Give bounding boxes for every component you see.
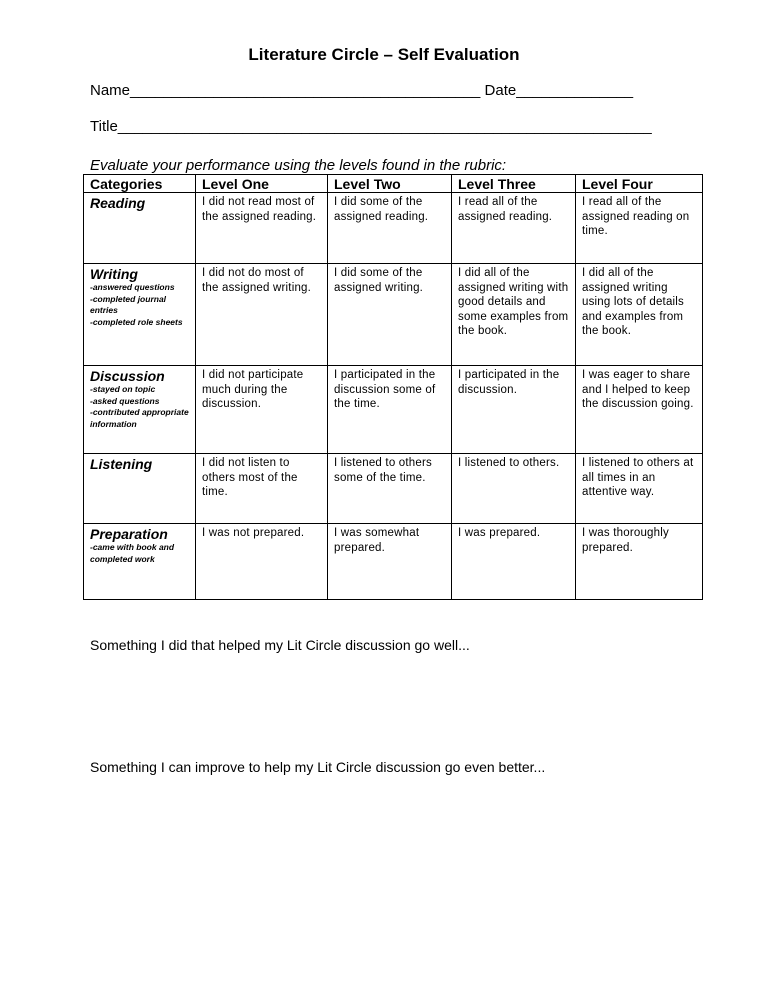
title-line: Title________________________________________________________________	[90, 118, 652, 135]
category-name: Discussion	[90, 368, 165, 384]
level-cell: I was not prepared.	[196, 524, 328, 600]
category-subitem: -came with book and completed work	[90, 542, 175, 564]
category-name: Reading	[90, 195, 146, 211]
category-subitem: -completed journal entries	[90, 293, 167, 315]
category-name: Listening	[90, 456, 153, 472]
header-level-one: Level One	[196, 175, 328, 193]
level-cell: I listened to others at all times in an attentive way.	[576, 454, 703, 524]
category-name: Preparation	[90, 526, 168, 542]
level-cell: I did not participate much during the discussion.	[196, 366, 328, 454]
level-cell: I did some of the assigned reading.	[328, 193, 452, 264]
level-cell: I was prepared.	[452, 524, 576, 600]
header-level-two: Level Two	[328, 175, 452, 193]
table-row	[84, 264, 703, 366]
header-level-four: Level Four	[576, 175, 703, 193]
rubric-table	[83, 174, 703, 600]
category-subitem: -stayed on topic	[90, 384, 156, 394]
table-row	[84, 454, 703, 524]
header-categories: Categories	[84, 175, 196, 193]
prompt-improve: Something I can improve to help my Lit Circle discussion go even better...	[90, 759, 546, 775]
header-level-three: Level Three	[452, 175, 576, 193]
level-cell: I did some of the assigned writing.	[328, 264, 452, 366]
prompt-went-well: Something I did that helped my Lit Circle discussion go well...	[90, 637, 470, 653]
level-cell: I was eager to share and I helped to keep the discussion going.	[576, 366, 703, 454]
table-row	[84, 366, 703, 454]
level-cell: I did not read most of the assigned reading.	[196, 193, 328, 264]
level-cell: I participated in the discussion.	[452, 366, 576, 454]
category-cell	[84, 193, 196, 264]
table-row	[84, 193, 703, 264]
rubric-header-row	[84, 175, 703, 193]
name-date-line: Name__________________________________________ Date______________	[90, 82, 634, 99]
category-name: Writing	[90, 266, 138, 282]
level-cell: I did all of the assigned writing with good details and some examples from the book.	[452, 264, 576, 366]
level-cell: I read all of the assigned reading.	[452, 193, 576, 264]
level-cell: I did not do most of the assigned writing.	[196, 264, 328, 366]
category-cell	[84, 264, 196, 366]
level-cell: I was thoroughly prepared.	[576, 524, 703, 600]
level-cell: I was somewhat prepared.	[328, 524, 452, 600]
category-subitem: -contributed appropriate information	[90, 407, 189, 429]
level-cell: I did not listen to others most of the time.	[196, 454, 328, 524]
page-title: Literature Circle – Self Evaluation	[248, 45, 520, 64]
category-cell	[84, 366, 196, 454]
table-row	[84, 524, 703, 600]
level-cell: I listened to others some of the time.	[328, 454, 452, 524]
level-cell: I did all of the assigned writing using lots of details and examples from the book.	[576, 264, 703, 366]
level-cell: I listened to others.	[452, 454, 576, 524]
category-subitem: -answered questions	[90, 282, 175, 292]
level-cell: I participated in the discussion some of the time.	[328, 366, 452, 454]
category-cell	[84, 454, 196, 524]
category-cell	[84, 524, 196, 600]
category-subitem: -completed role sheets	[90, 316, 183, 327]
instructions: Evaluate your performance using the levels found in the rubric:	[90, 157, 507, 174]
category-subitem: -asked questions	[90, 395, 160, 406]
level-cell: I read all of the assigned reading on time.	[576, 193, 703, 264]
